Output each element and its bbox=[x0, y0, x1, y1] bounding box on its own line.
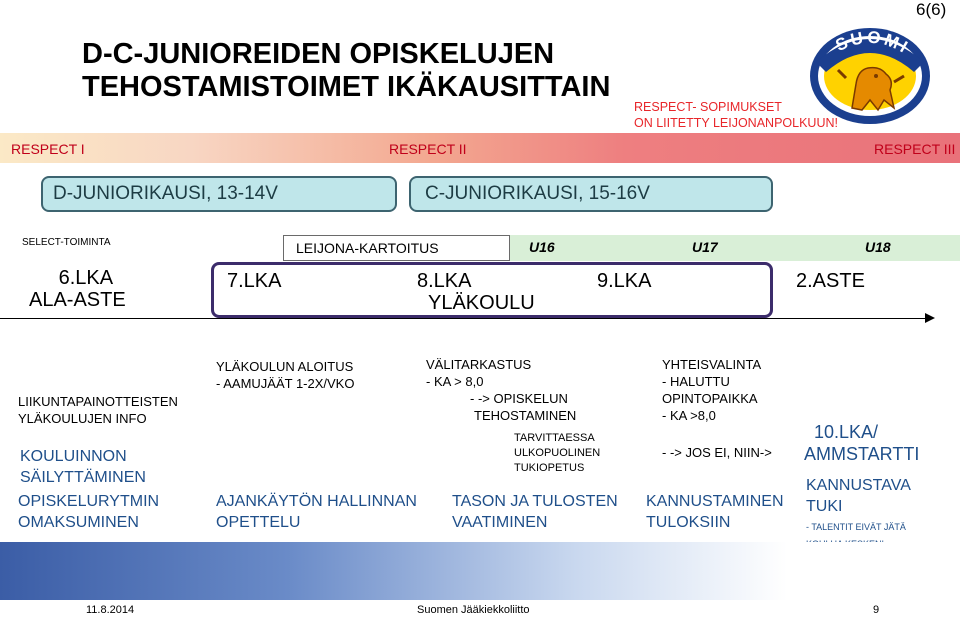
timeline-line bbox=[0, 318, 930, 319]
col5-big-line: 10.LKA/ bbox=[814, 422, 879, 442]
respect-3-label: RESPECT III bbox=[874, 141, 956, 157]
col3-blue-line: VAATIMINEN bbox=[452, 514, 548, 531]
col2-info bbox=[216, 358, 354, 392]
col5-big bbox=[804, 421, 919, 465]
grade-7: 7.LKA bbox=[227, 270, 282, 292]
col4-jos: - -> JOS EI, NIIN-> bbox=[662, 445, 772, 460]
timeline-arrow-icon bbox=[925, 313, 935, 323]
col4-info-line: YHTEISVALINTA bbox=[662, 357, 762, 372]
col3-info-line: TEHOSTAMINEN bbox=[474, 408, 577, 423]
respect-note-line-1: RESPECT- SOPIMUKSET bbox=[634, 100, 782, 114]
respect-2-label: RESPECT II bbox=[389, 141, 467, 157]
respect-bar bbox=[0, 133, 960, 163]
col4-blue bbox=[646, 491, 784, 533]
col1-info-line: LIIKUNTAPAINOTTEISTEN bbox=[18, 394, 178, 409]
col4-info bbox=[662, 356, 761, 424]
select-label: SELECT-TOIMINTA bbox=[22, 237, 111, 248]
col1-blue-line: KOULUINNON bbox=[20, 448, 127, 465]
col5-small-line: - TALENTIT EIVÄT JÄTÄ bbox=[806, 522, 906, 532]
age-group-d-label: D-JUNIORIKAUSI, 13-14V bbox=[53, 183, 278, 204]
col3-small-line: TARVITTAESSA bbox=[514, 432, 595, 444]
col4-blue-line: KANNUSTAMINEN bbox=[646, 493, 784, 510]
col1-blue-line: OMAKSUMINEN bbox=[18, 514, 139, 531]
age-group-c-box bbox=[409, 176, 773, 212]
col2-blue-line: AJANKÄYTÖN HALLINNAN bbox=[216, 493, 417, 510]
title-line-2: TEHOSTAMISTOIMET IKÄKAUSITTAIN bbox=[82, 71, 611, 103]
col4-info-line: OPINTOPAIKKA bbox=[662, 391, 758, 406]
col1-blue-line: OPISKELURYTMIN bbox=[18, 493, 160, 510]
leijona-kartoitus-box: LEIJONA-KARTOITUS bbox=[283, 235, 510, 261]
col2-blue bbox=[216, 491, 417, 533]
col3-info-line: - KA > 8,0 bbox=[426, 374, 484, 389]
col3-info-line: VÄLITARKASTUS bbox=[426, 357, 532, 372]
col1-blue-1 bbox=[20, 446, 146, 488]
footer-org: Suomen Jääkiekkoliitto bbox=[417, 604, 530, 616]
col3-blue-line: TASON JA TULOSTEN bbox=[452, 493, 618, 510]
title-line-1: D-C-JUNIOREIDEN OPISKELUJEN bbox=[82, 38, 555, 70]
u17-label: U17 bbox=[692, 239, 718, 255]
footer-band bbox=[0, 542, 960, 600]
col3-info-line: - -> OPISKELUN bbox=[470, 391, 568, 406]
grade-6-line-1: 6.LKA bbox=[58, 267, 114, 289]
age-group-c-label: C-JUNIORIKAUSI, 15-16V bbox=[425, 183, 650, 204]
age-group-d-box bbox=[41, 176, 397, 212]
second-degree-label: 2.ASTE bbox=[796, 270, 865, 292]
col1-info bbox=[18, 393, 178, 427]
u16-label: U16 bbox=[529, 239, 555, 255]
col5-blue-line: KANNUSTAVA bbox=[806, 477, 911, 494]
u18-label: U18 bbox=[865, 239, 891, 255]
col5-big-line: AMMSTARTTI bbox=[804, 444, 920, 464]
col3-blue bbox=[452, 491, 618, 533]
col3-small bbox=[514, 431, 600, 476]
grade-6 bbox=[29, 267, 126, 311]
col1-blue-line: SÄILYTTÄMINEN bbox=[20, 469, 146, 486]
footer-page: 9 bbox=[873, 604, 880, 616]
suomi-lion-crest-icon bbox=[806, 18, 934, 126]
grade-8: 8.LKA bbox=[417, 270, 472, 292]
col3-info bbox=[426, 356, 576, 424]
col4-info-line: - KA >8,0 bbox=[662, 408, 716, 423]
respect-1-label: RESPECT I bbox=[11, 141, 85, 157]
ylakoulu-label: YLÄKOULU bbox=[428, 292, 535, 314]
footer-date: 11.8.2014 bbox=[86, 604, 135, 616]
col4-info-line: - HALUTTU bbox=[662, 374, 730, 389]
col2-blue-line: OPETTELU bbox=[216, 514, 301, 531]
col3-small-line: ULKOPUOLINEN bbox=[514, 447, 601, 459]
col1-info-line: YLÄKOULUJEN INFO bbox=[18, 411, 147, 426]
col2-info-line: YLÄKOULUN ALOITUS bbox=[216, 359, 354, 374]
col3-small-line: TUKIOPETUS bbox=[514, 462, 585, 474]
grade-9: 9.LKA bbox=[597, 270, 652, 292]
col2-info-line: - AAMUJÄÄT 1-2X/VKO bbox=[216, 376, 355, 391]
col5-blue-line: TUKI bbox=[806, 498, 843, 515]
col5-blue bbox=[806, 475, 911, 517]
col1-blue-2 bbox=[18, 491, 159, 533]
grade-6-line-2: ALA-ASTE bbox=[29, 289, 126, 311]
col4-blue-line: TULOKSIIN bbox=[646, 514, 731, 531]
logo-text: SUOMI bbox=[832, 27, 914, 58]
page-number: 6(6) bbox=[916, 0, 947, 19]
respect-note-line-2: ON LIITETTY LEIJONANPOLKUUN! bbox=[634, 116, 838, 130]
page-title bbox=[82, 38, 642, 104]
